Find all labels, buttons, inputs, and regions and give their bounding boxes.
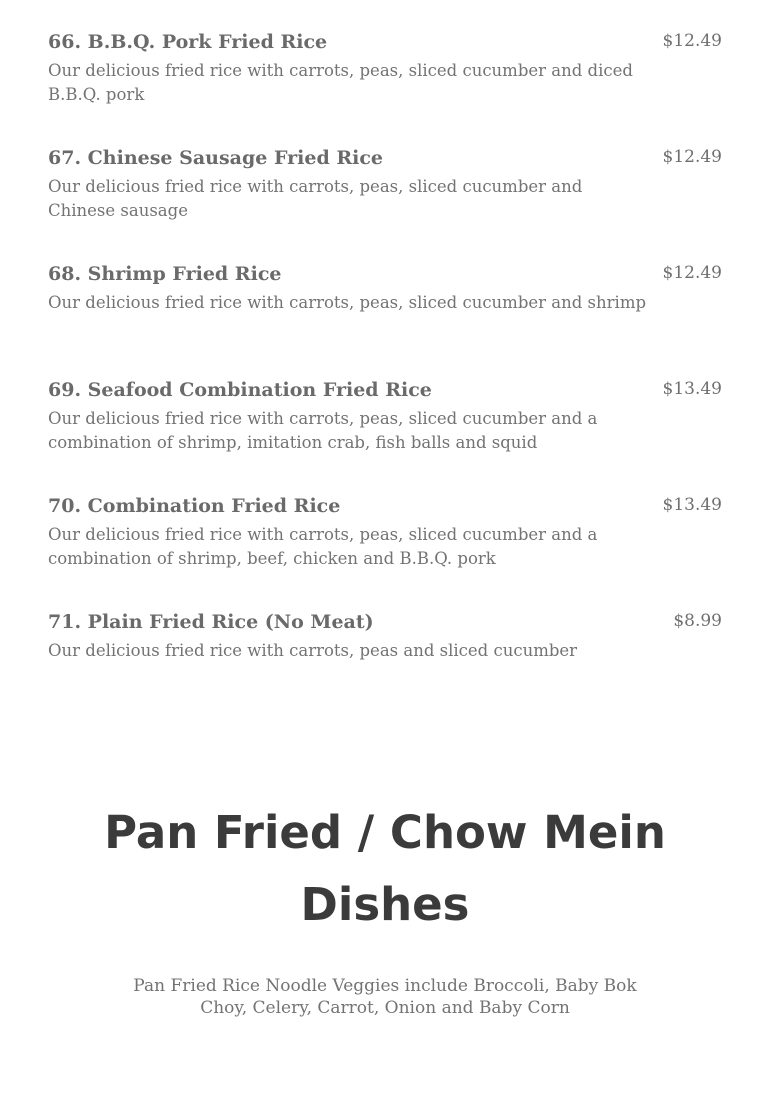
menu-item-header <box>48 377 722 403</box>
menu-item-price: $13.49 <box>662 379 722 399</box>
menu-item <box>48 493 722 609</box>
menu-item-header <box>48 145 722 171</box>
menu-item-description: Our delicious fried rice with carrots, peas, sliced cucumber and a combination of shrimp, beef, chicken and B.B.Q. pork <box>48 525 598 568</box>
menu-item-price: $8.99 <box>673 611 722 631</box>
menu-item-name: 69. Seafood Combination Fried Rice <box>48 379 432 401</box>
menu-item-price: $12.49 <box>662 147 722 167</box>
menu-item-name: 67. Chinese Sausage Fried Rice <box>48 147 384 169</box>
menu-item <box>48 609 722 725</box>
menu-item <box>48 377 722 493</box>
menu-item <box>48 145 722 261</box>
menu-item <box>48 29 722 145</box>
menu-item-name: 66. B.B.Q. Pork Fried Rice <box>48 31 328 53</box>
menu-item <box>48 261 722 377</box>
menu-item-header <box>48 493 722 519</box>
section-note: Pan Fried Rice Noodle Veggies include Broccoli, Baby Bok Choy, Celery, Carrot, Onion and Baby Corn <box>133 976 637 1018</box>
menu-item-price: $13.49 <box>662 495 722 515</box>
menu-list <box>48 29 722 725</box>
menu-item-header <box>48 29 722 55</box>
menu-item-description: Our delicious fried rice with carrots, peas, sliced cucumber and a combination of shrimp, imitation crab, fish balls and squid <box>48 409 598 452</box>
menu-item-name: 71. Plain Fried Rice (No Meat) <box>48 611 374 633</box>
section-title <box>0 797 770 941</box>
section-title-line: Dishes <box>300 878 470 931</box>
menu-item-header <box>48 261 722 287</box>
menu-item-price: $12.49 <box>662 263 722 283</box>
menu-item-description: Our delicious fried rice with carrots, peas, sliced cucumber and diced B.B.Q. pork <box>48 61 633 104</box>
menu-item-name: 68. Shrimp Fried Rice <box>48 263 282 285</box>
menu-item-description: Our delicious fried rice with carrots, peas, sliced cucumber and shrimp <box>48 293 647 312</box>
menu-item-header <box>48 609 722 635</box>
section-title-line: Pan Fried / Chow Mein <box>104 806 666 859</box>
menu-item-price: $12.49 <box>662 31 722 51</box>
menu-item-name: 70. Combination Fried Rice <box>48 495 341 517</box>
menu-item-description: Our delicious fried rice with carrots, peas and sliced cucumber <box>48 641 578 660</box>
menu-item-description: Our delicious fried rice with carrots, peas, sliced cucumber and Chinese sausage <box>48 177 583 220</box>
